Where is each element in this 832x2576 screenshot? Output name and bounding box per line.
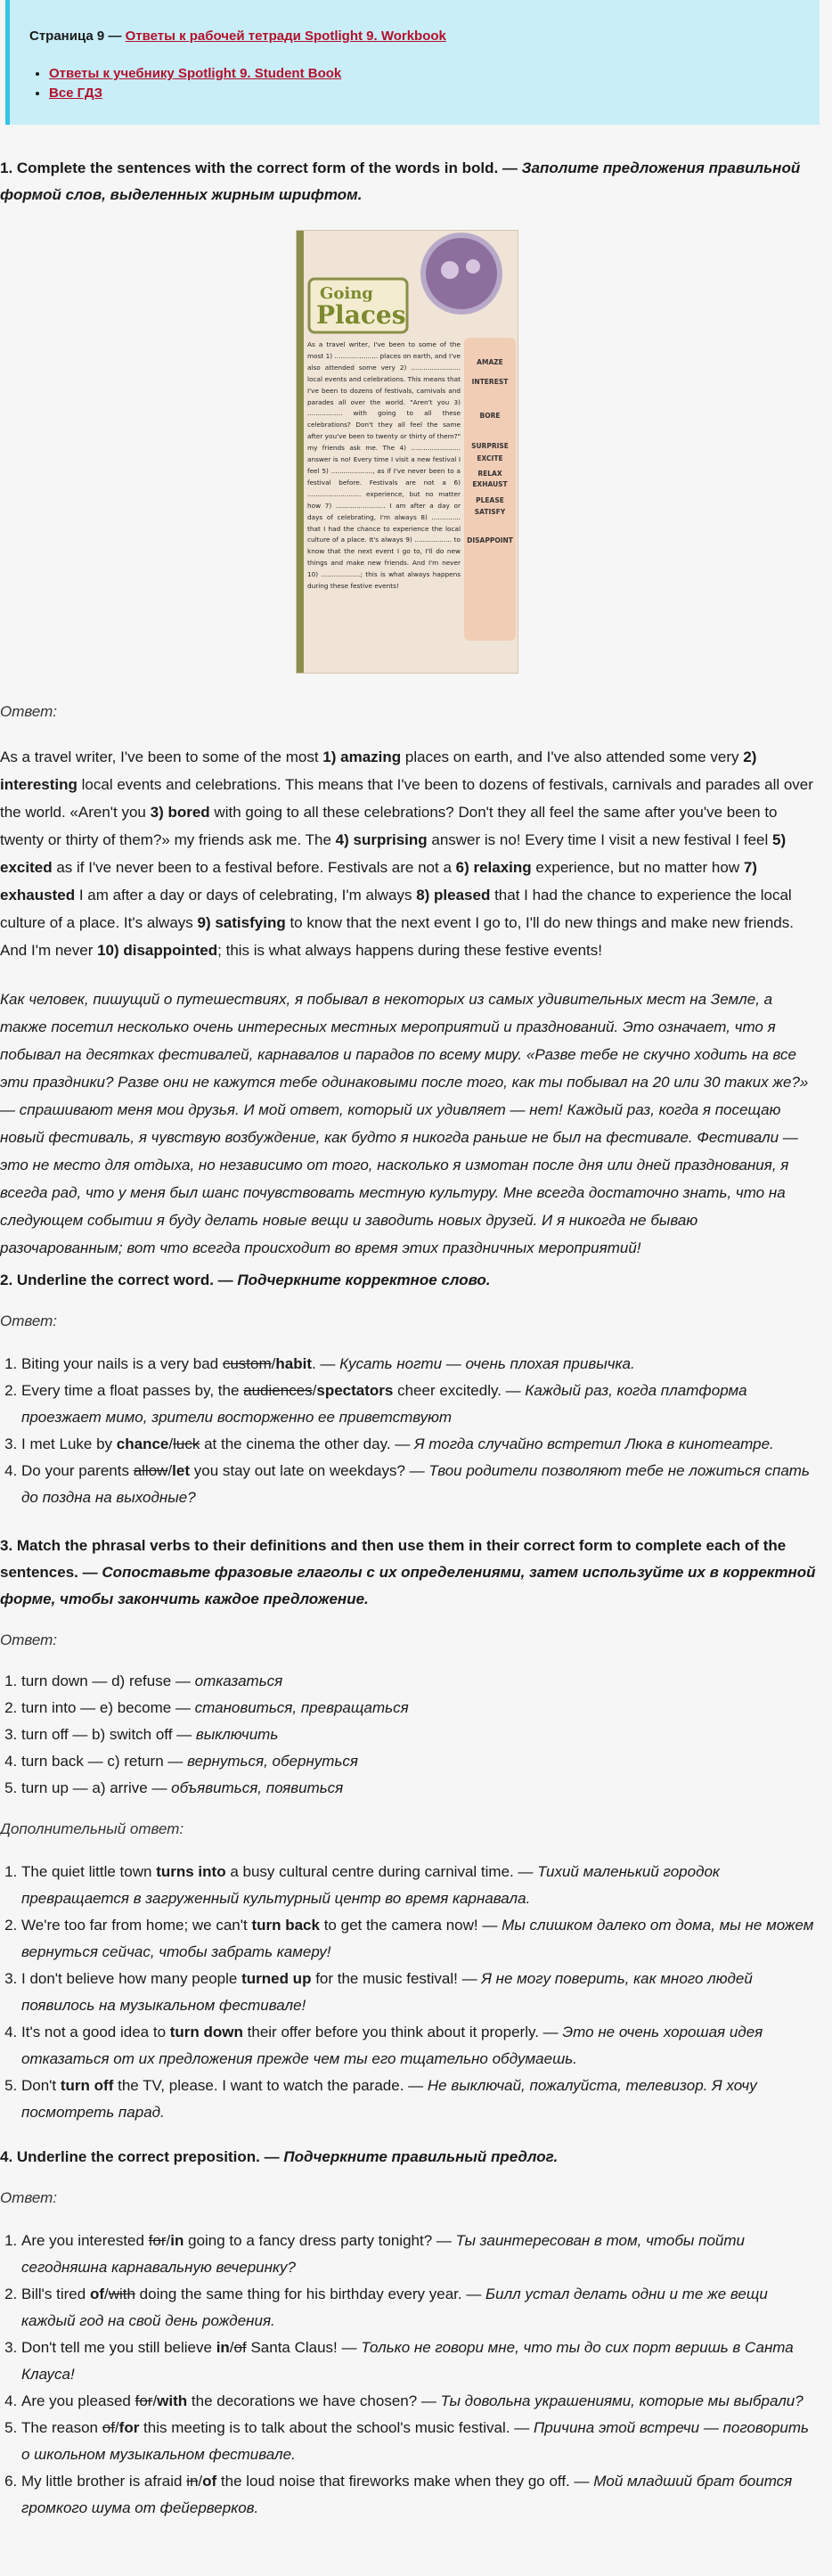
- heading-en: 1. Complete the sentences with the correct form of the words in bold. —: [0, 159, 522, 176]
- exercise-4-heading: [0, 2144, 820, 2171]
- text-run: I am after a day or days of celebrating, I'm always: [75, 887, 417, 904]
- translation-text: объявиться, появиться: [171, 1779, 344, 1796]
- text-run: Don't tell me you still believe: [21, 2339, 216, 2356]
- text-run: doing the same thing for his birthday every year. —: [135, 2286, 486, 2302]
- text-run: you stay out late on weekdays? —: [190, 1462, 429, 1479]
- answer-word: turns into: [156, 1863, 226, 1880]
- heading-ru: Заполите предложения правильной формой слов, выделенных жирным шрифтом.: [0, 159, 801, 203]
- text-run: /: [166, 2232, 171, 2249]
- text-run: Biting your nails is a very bad: [21, 1355, 223, 1372]
- text-run: turn back — c) return —: [21, 1753, 188, 1770]
- text-run: turn into — e) become —: [21, 1699, 195, 1716]
- text-run: the loud noise that fireworks make when they go off. —: [216, 2473, 594, 2490]
- exercise-1-answer-text: [0, 743, 820, 964]
- text-run: cheer excitedly. —: [393, 1382, 526, 1399]
- crossed-word: with: [108, 2286, 135, 2302]
- translation-text: Ты довольна украшениями, которые мы выбрали?: [440, 2392, 803, 2409]
- heading-en: 4. Underline the correct preposition. —: [0, 2148, 284, 2165]
- exercise-1-heading: [0, 155, 820, 209]
- heading-ru: Сопоставьте фразовые глаголы с их определениями, затем используйте их в корректной форме, чтобы закончить каждое предложение.: [0, 1564, 816, 1607]
- text-run: for the music festival! —: [311, 1970, 482, 1987]
- answer-label: Ответ:: [0, 1631, 58, 1648]
- list-item: [21, 2019, 820, 2073]
- list-item: [21, 1912, 820, 1966]
- crossed-word: luck: [173, 1435, 200, 1452]
- text-run: this meeting is to talk about the school's music festival. —: [139, 2419, 534, 2436]
- answer-word: 9) satisfying: [197, 914, 286, 931]
- crossed-word: for: [135, 2392, 153, 2409]
- keyword-satisfy: SATISFY: [474, 508, 506, 516]
- translation-text: становиться, превращаться: [194, 1699, 409, 1716]
- list-item: [21, 2415, 820, 2468]
- text-run: . —: [311, 1355, 340, 1372]
- keyword-amaze: AMAZE: [477, 358, 503, 366]
- heading-en: 2. Underline the correct word. —: [0, 1272, 238, 1288]
- list-item: [21, 1378, 820, 1431]
- text-run: Bill's tired: [21, 2286, 90, 2302]
- answer-word: with: [157, 2392, 188, 2409]
- text-run: with going to all these celebrations? Don't they all feel the same after you've been to twenty or thirty of them?» my friends ask me. The: [0, 804, 778, 848]
- list-item: [21, 2228, 820, 2281]
- exercise-1-translation: Как человек, пишущий о путешествиях, я побывал в некоторых из самых удивительных мест на Земле, а также посетил несколько очень интересных местных мероприятий и празднований. Это означает, что я побывал на десятках фестивалей, карнавалов и парадов по всему миру. «Разве тебе не скучно ходить на все эти праздники? Разве они не кажутся тебе одинаковыми после того, как ты побывал на 20 или 30 таких же?» — спрашивают меня мои друзья. И мой ответ, который их удивляет — нет! Каждый раз, когда я посещаю новый фестиваль, я чувствую возбуждение, как будто я никогда раньше не был на фестивале. Фестивали — это не место для отдыха, но независимо от того, насколько я измотан после дня или дней празднования, я всегда рад, что у меня был шанс почувствовать местную культуру. Мне всегда достаточно знать, что на следующем событии я буду делать новые вещи и заводить новых друзей. И я никогда не бываю разочарованным; вот что всегда происходит во время этих праздничных мероприятий!: [0, 991, 809, 1256]
- text-run: The reason: [21, 2419, 102, 2436]
- answer-word: spectators: [316, 1382, 394, 1399]
- text-run: It's not a good idea to: [21, 2024, 170, 2040]
- crossed-word: of: [102, 2419, 115, 2436]
- list-item: [21, 2468, 820, 2522]
- list-item: [21, 1859, 820, 1912]
- list-item: [21, 1431, 820, 1458]
- exercise-3-matches: [0, 1668, 820, 1802]
- answer-word: 6) relaxing: [455, 859, 532, 876]
- text-run: The quiet little town: [21, 1863, 157, 1880]
- translation-text: Тихий маленький городок превращается в загруженный культурный центр во время карнавала.: [21, 1863, 720, 1907]
- translation-text: Это не очень хорошая идея отказаться от их предложения прежде чем ты его тщательно обдумаешь.: [21, 2024, 763, 2067]
- keyword-disappoint: DISAPPOINT: [467, 536, 513, 544]
- crossed-word: of: [233, 2339, 247, 2356]
- text-run: /: [103, 2286, 109, 2302]
- workbook-link[interactable]: Ответы к рабочей тетради Spotlight 9. Workbook: [125, 29, 446, 44]
- header-box: [5, 0, 820, 125]
- exercise-3-sentences: [0, 1859, 820, 2126]
- text-run: /: [229, 2339, 234, 2356]
- list-item: [21, 1775, 820, 1802]
- text-run: Santa Claus! —: [246, 2339, 362, 2356]
- answer-word: 8) pleased: [416, 887, 491, 904]
- answer-word: 10) disappointed: [97, 942, 218, 959]
- translation-text: Каждый раз, когда платформа проезжает мимо, зрители восторженно ее приветствуют: [21, 1382, 747, 1426]
- textbook-page-illustration: [297, 231, 518, 674]
- text-run: going to a fancy dress party tonight? —: [184, 2232, 456, 2249]
- heading-ru: Подчеркните корректное слово.: [237, 1272, 491, 1288]
- translation-text: Твои родители позволяют тебе не ложиться спать до поздна на выходные?: [21, 1462, 810, 1506]
- text-run: as if I've never been to a festival before. Festivals are not a: [52, 859, 456, 876]
- answer-label: Ответ:: [0, 1313, 58, 1329]
- answer-label: Ответ:: [0, 703, 58, 720]
- text-run: My little brother is afraid: [21, 2473, 187, 2490]
- list-item: [21, 2388, 820, 2415]
- figure-title-1: Going: [320, 284, 373, 303]
- list-item: [21, 1966, 820, 2019]
- answer-word: in: [170, 2232, 184, 2249]
- text-run: their offer before you think about it properly. —: [242, 2024, 563, 2040]
- keyword-exhaust: EXHAUST: [472, 480, 508, 488]
- translation-text: Не выключай, пожалуйста, телевизор. Я хочу посмотреть парад.: [21, 2077, 757, 2121]
- text-run: turn down — d) refuse —: [21, 1672, 195, 1689]
- translation-text: Билл устал делать одни и те же вещи каждый год на свой день рождения.: [21, 2286, 768, 2329]
- crossed-word: for: [148, 2232, 167, 2249]
- text-run: a busy cultural centre during carnival time. —: [225, 1863, 538, 1880]
- text-run: I don't believe how many people: [21, 1970, 242, 1987]
- translation-text: Я тогда случайно встретил Люка в кинотеатре.: [414, 1435, 774, 1452]
- text-run: We're too far from home; we can't: [21, 1917, 252, 1934]
- answer-word: 7) exhausted: [0, 859, 757, 904]
- breadcrumb: [29, 25, 820, 48]
- answer-word: 5) excited: [0, 831, 787, 876]
- answer-word: turn back: [251, 1917, 320, 1934]
- keyword-excite: EXCITE: [477, 454, 503, 462]
- translation-text: выключить: [195, 1726, 279, 1743]
- text-run: answer is no! Every time I visit a new festival I feel: [427, 831, 773, 848]
- text-run: to get the camera now! —: [319, 1917, 502, 1934]
- translation-text: вернуться, обернуться: [187, 1753, 358, 1770]
- text-run: the decorations we have chosen? —: [187, 2392, 441, 2409]
- text-run: /: [152, 2392, 158, 2409]
- answer-word: turn down: [169, 2024, 243, 2040]
- answer-word: of: [89, 2286, 104, 2302]
- answer-word: for: [118, 2419, 140, 2436]
- exercise-2-heading: [0, 1267, 820, 1294]
- translation-text: Мы слишком далеко от дома, мы не можем вернуться сейчас, чтобы забрать камеру!: [21, 1917, 814, 1960]
- text-run: Are you pleased: [21, 2392, 135, 2409]
- figure-passage: As a travel writer, I've been to some of the most 1) ..................... places on earth, and I've also attended some very 2) ........................ local events and celebrations. This means that I've been to dozens of festivals, carnivals and parades all over the world. "Aren't you 3) ................. with going to all these celebrations? Don't they all feel the same after you've been to twenty or thirty of them?" my friends ask me. The 4) ........................ answer is no! Every time I visit a new festival I feel 5) ...................., as if I've never been to a festival before. Festivals are not a 6) .......................... experience, but no matter how 7) ........................ I am after a day or days of celebrating, I'm always 8) .............. that I had the chance to experience the local culture of a place. It's always 9) .................. to know that the next event I go to, I'll do new things and make new friends. And I'm never 10) ...................; this is what always happens during these festive events!: [307, 340, 461, 591]
- text-run: that I had the chance to experience the local culture of a place. It's always: [0, 887, 792, 931]
- text-run: Don't: [21, 2077, 61, 2094]
- answer-word: 4) surprising: [335, 831, 428, 848]
- list-item: [21, 1721, 820, 1748]
- list-item: [21, 1668, 820, 1695]
- answer-word: of: [202, 2473, 217, 2490]
- keyword-relax: RELAX: [477, 470, 502, 478]
- text-run: /: [114, 2419, 119, 2436]
- text-run: /: [168, 1435, 174, 1452]
- text-run: /: [271, 1355, 276, 1372]
- crossed-word: in: [186, 2473, 199, 2490]
- exercise-4-answers: [0, 2228, 820, 2522]
- main-content: [0, 155, 832, 2522]
- text-run: /: [312, 1382, 317, 1399]
- list-item: [21, 1351, 820, 1378]
- text-run: the TV, please. I want to watch the parade. —: [113, 2077, 428, 2094]
- keyword-surprise: SURPRISE: [471, 442, 509, 450]
- answer-word: habit: [275, 1355, 312, 1372]
- translation-text: Кусать ногти — очень плохая привычка.: [339, 1355, 635, 1372]
- list-item: [49, 84, 820, 103]
- all-gdz-link[interactable]: Все ГДЗ: [49, 86, 103, 101]
- textbook-page-image: [296, 230, 518, 674]
- heading-en: 3. Match the phrasal verbs to their definitions and then use them in their correct form to complete each of the sentences. —: [0, 1537, 787, 1581]
- answer-word: in: [216, 2339, 230, 2356]
- text-run: local events and celebrations. This means that I've been to dozens of festivals, carnivals and parades all over the world. «Aren't you: [0, 776, 813, 821]
- crossed-word: audiences: [243, 1382, 313, 1399]
- extra-answer-label: Дополнительный ответ:: [0, 1820, 184, 1837]
- text-run: /: [167, 1462, 173, 1479]
- list-item: [49, 64, 820, 84]
- translation-text: Ты заинтересован в том, чтобы пойти сегодняшна карнавальную вечеринку?: [21, 2232, 745, 2276]
- text-run: Every time a float passes by, the: [21, 1382, 244, 1399]
- passage-box: [307, 339, 461, 669]
- keyword-bore: BORE: [479, 412, 501, 420]
- translation-text: Я не могу поверить, как много людей появилось на музыкальном фестивале!: [21, 1970, 753, 2014]
- text-run: I met Luke by: [21, 1435, 117, 1452]
- answer-word: let: [172, 1462, 191, 1479]
- text-run: As a travel writer, I've been to some of the most: [0, 748, 323, 765]
- text-run: turn off — b) switch off —: [21, 1726, 196, 1743]
- exercise-3-heading: [0, 1533, 820, 1613]
- crossed-word: allow: [133, 1462, 168, 1479]
- figure-title-2: Places: [316, 300, 406, 330]
- answer-label: Ответ:: [0, 2189, 58, 2206]
- list-item: [21, 2281, 820, 2335]
- translation-text: отказаться: [194, 1672, 283, 1689]
- answer-word: turn off: [60, 2077, 114, 2094]
- text-run: Are you interested: [21, 2232, 149, 2249]
- breadcrumb-prefix: Страница 9 —: [29, 29, 126, 44]
- text-run: ; this is what always happens during these festive events!: [217, 942, 603, 959]
- text-run: at the cinema the other day. —: [200, 1435, 414, 1452]
- list-item: [21, 1748, 820, 1775]
- text-run: turn up — a) arrive —: [21, 1779, 172, 1796]
- list-item: [21, 2335, 820, 2388]
- text-run: /: [198, 2473, 203, 2490]
- heading-ru: Подчеркните правильный предлог.: [283, 2148, 559, 2165]
- text-run: to know that the next event I go to, I'll do new things and make new friends. And I'm never: [0, 914, 794, 959]
- answer-word: 2) interesting: [0, 748, 757, 793]
- answer-word: 1) amazing: [322, 748, 402, 765]
- translation-text: Мой младший брат боится громкого шума от фейерверков.: [21, 2473, 793, 2516]
- answer-word: 3) bored: [150, 804, 210, 821]
- text-run: places on earth, and I've also attended some very: [401, 748, 744, 765]
- answer-word: chance: [116, 1435, 169, 1452]
- crossed-word: custom: [222, 1355, 272, 1372]
- student-book-link[interactable]: Ответы к учебнику Spotlight 9. Student Book: [49, 66, 342, 81]
- text-run: experience, but no matter how: [531, 859, 744, 876]
- list-item: [21, 2073, 820, 2126]
- list-item: [21, 1458, 820, 1511]
- translation-text: Причина этой встречи — поговорить о школьном музыкальном фестивале.: [21, 2419, 809, 2463]
- answer-word: turned up: [241, 1970, 312, 1987]
- links-list: [49, 64, 820, 103]
- keyword-interest: INTEREST: [471, 378, 509, 386]
- keyword-please: PLEASE: [476, 496, 504, 504]
- translation-text: Только не говори мне, что ты до сих порт веришь в Санта Клауса!: [21, 2339, 794, 2383]
- exercise-2-answers: [0, 1351, 820, 1511]
- text-run: Do your parents: [21, 1462, 134, 1479]
- list-item: [21, 1695, 820, 1721]
